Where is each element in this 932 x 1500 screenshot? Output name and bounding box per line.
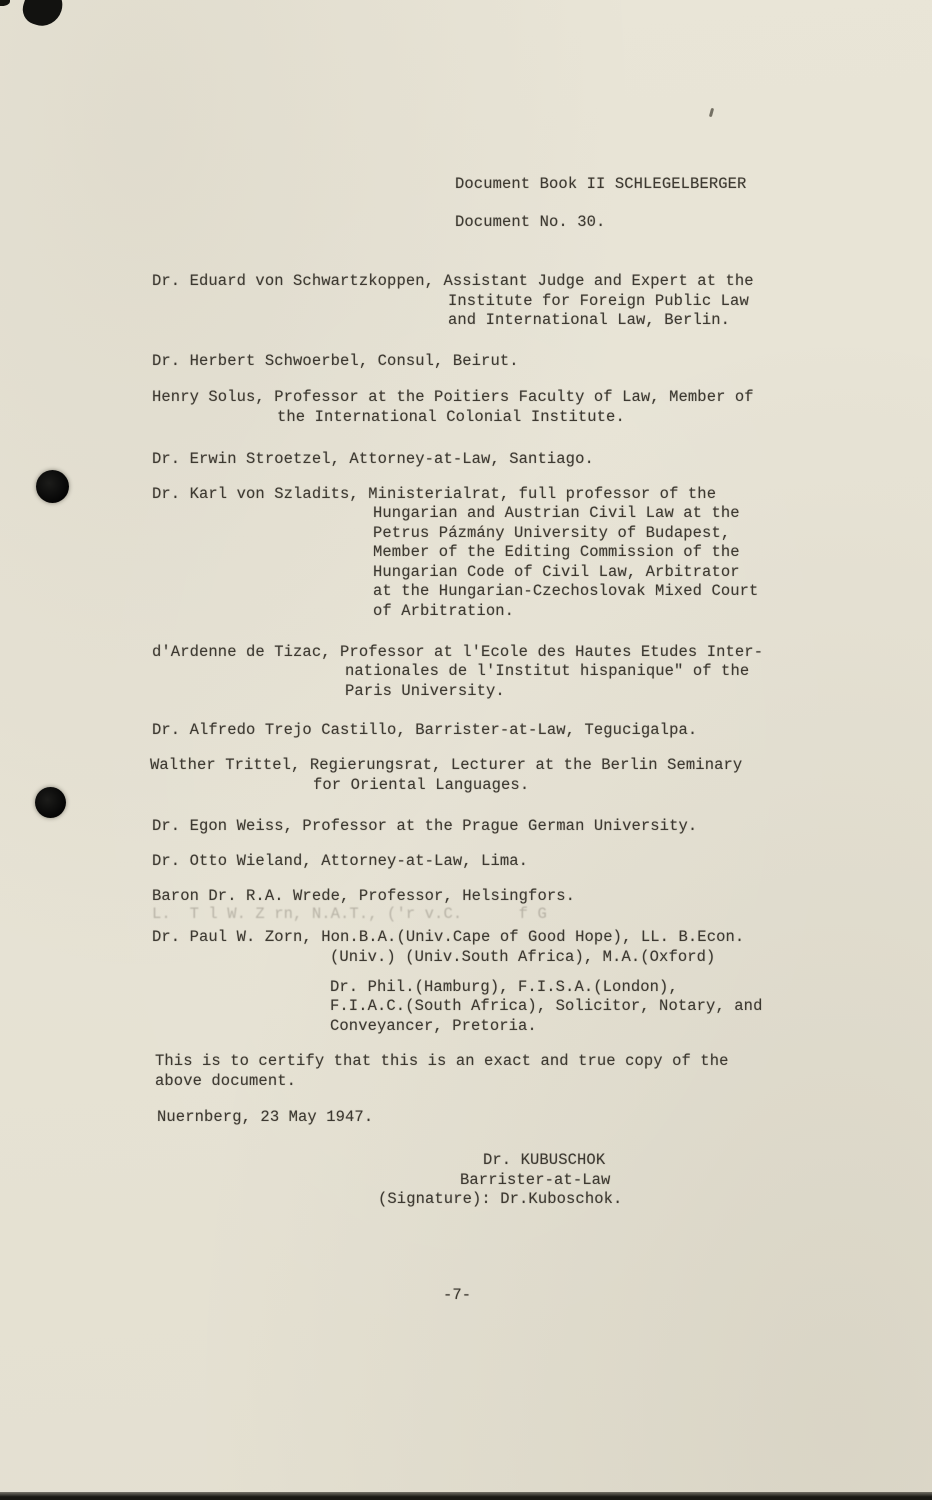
entry-line: nationales de l'Institut hispanique" of the xyxy=(345,662,750,680)
entry-line: Dr. Egon Weiss, Professor at the Prague German University. xyxy=(152,817,698,835)
entry-line: and International Law, Berlin. xyxy=(448,311,731,329)
signature-line: Dr. KUBUSCHOK xyxy=(483,1151,606,1169)
signature-line: (Signature): Dr.Kuboschok. xyxy=(378,1190,623,1208)
entry-line: Dr. Paul W. Zorn, Hon.B.A.(Univ.Cape of Good Hope), LL. B.Econ. xyxy=(152,928,745,946)
entry-line: of Arbitration. xyxy=(373,602,515,620)
entry-line: Dr. Erwin Stroetzel, Attorney-at-Law, Santiago. xyxy=(152,450,594,468)
entry-line: Dr. Herbert Schwoerbel, Consul, Beirut. xyxy=(152,352,519,370)
entry-line: Dr. Alfredo Trejo Castillo, Barrister-at-Law, Tegucigalpa. xyxy=(152,721,698,739)
signature-line: Barrister-at-Law xyxy=(460,1171,611,1189)
entry-line: Conveyancer, Pretoria. xyxy=(330,1017,537,1035)
entry-line: for Oriental Languages. xyxy=(313,776,530,794)
entry-line: Baron Dr. R.A. Wrede, Professor, Helsingfors. xyxy=(152,887,576,905)
hole-punch-bottom xyxy=(35,787,66,818)
hole-punch-top xyxy=(36,470,69,503)
entry-line: Hungarian and Austrian Civil Law at the xyxy=(373,504,740,522)
entry-line: Dr. Eduard von Schwartzkoppen, Assistant Judge and Expert at the xyxy=(152,272,754,290)
page-number: -7- xyxy=(443,1286,472,1304)
entry-line: F.I.A.C.(South Africa), Solicitor, Notary, and xyxy=(330,997,763,1015)
entry-line: Walther Trittel, Regierungsrat, Lecturer at the Berlin Seminary xyxy=(150,756,743,774)
entry-line: Dr. Phil.(Hamburg), F.I.S.A.(London), xyxy=(330,978,678,996)
header-line: Document Book II SCHLEGELBERGER xyxy=(455,175,747,193)
entry-line: Dr. Karl von Szladits, Ministerialrat, full professor of the xyxy=(152,485,717,503)
bottom-edge-strip xyxy=(0,1492,932,1500)
entry-line: the International Colonial Institute. xyxy=(277,408,625,426)
entry-line: Petrus Pázmány University of Budapest, xyxy=(373,524,731,542)
entry-line: Henry Solus, Professor at the Poitiers Faculty of Law, Member of xyxy=(152,388,754,406)
entry-line: Paris University. xyxy=(345,682,505,700)
ink-speck xyxy=(709,108,714,117)
entry-line: Institute for Foreign Public Law xyxy=(448,292,749,310)
entry-line: Dr. Otto Wieland, Attorney-at-Law, Lima. xyxy=(152,852,529,870)
certification-line: This is to certify that this is an exact and true copy of the xyxy=(155,1052,729,1070)
dateline: Nuernberg, 23 May 1947. xyxy=(157,1108,374,1126)
scan-corner-dot xyxy=(0,0,10,6)
entry-line: at the Hungarian-Czechoslovak Mixed Court xyxy=(373,582,759,600)
scan-corner-mark xyxy=(19,0,68,31)
ghost-line: L. T l W. Z rn, N.A.T., ('r v.C. f G xyxy=(152,905,547,923)
header-line: Document No. 30. xyxy=(455,213,606,231)
entry-line: Hungarian Code of Civil Law, Arbitrator xyxy=(373,563,740,581)
entry-line: (Univ.) (Univ.South Africa), M.A.(Oxford) xyxy=(330,948,716,966)
entry-line: Member of the Editing Commission of the xyxy=(373,543,740,561)
entry-line: d'Ardenne de Tizac, Professor at l'Ecole des Hautes Etudes Inter- xyxy=(152,643,764,661)
certification-line: above document. xyxy=(155,1072,297,1090)
